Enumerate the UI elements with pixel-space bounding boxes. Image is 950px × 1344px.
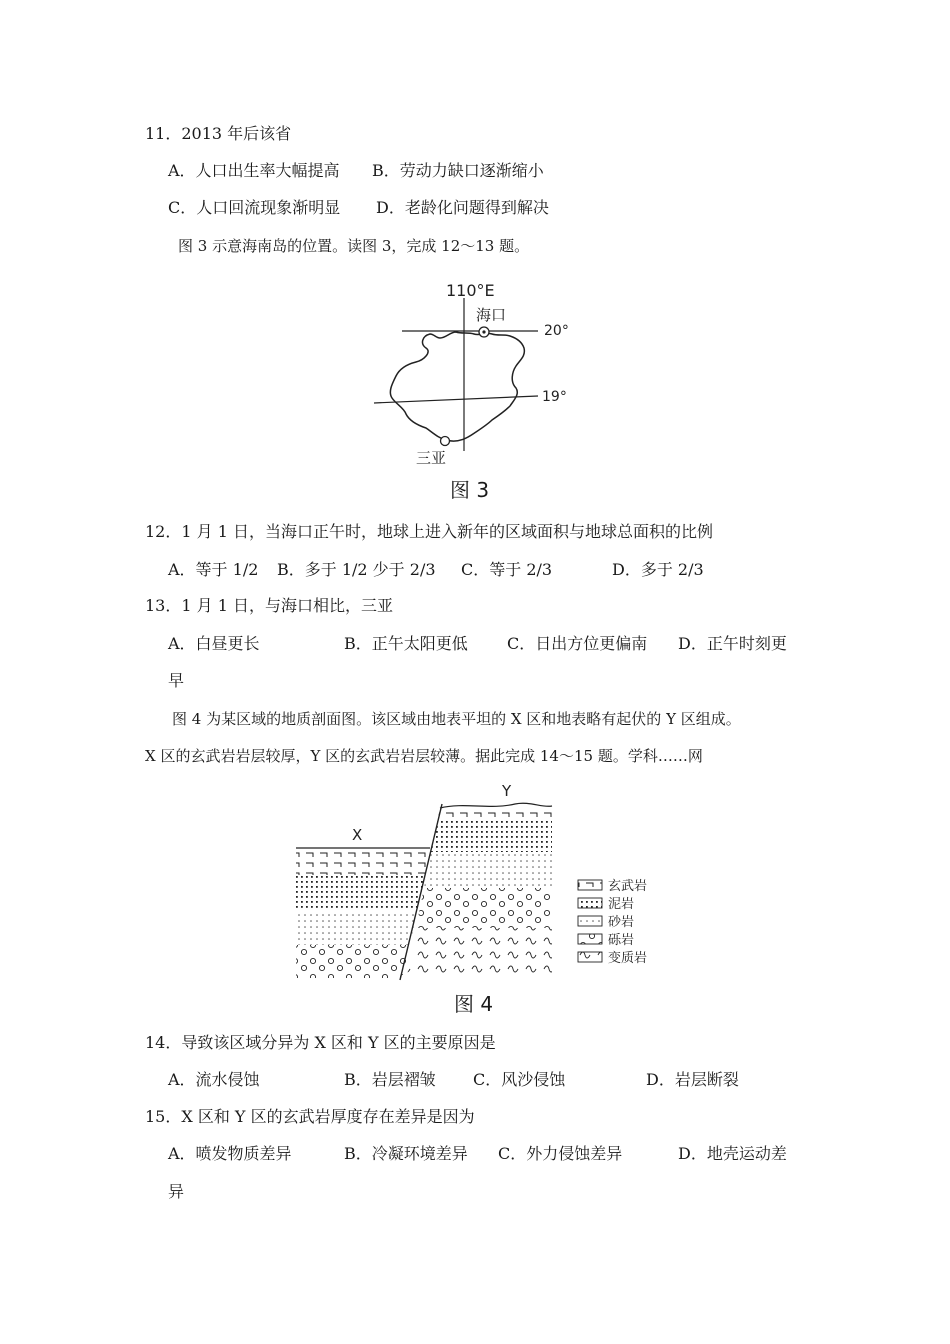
q12-option-a: A．等于 1/2 [168,560,259,579]
q14-option-d: D．岩层断裂 [646,1070,739,1089]
q12-stem: 12．1 月 1 日，当海口正午时，地球上进入新年的区域面积与地球总面积的比例 [145,522,713,541]
q13-option-d-continued: 早 [168,671,185,690]
legend [578,878,647,966]
legend-gravel-swatch [578,934,602,944]
q13-option-c: C．日出方位更偏南 [507,634,648,653]
fig3-intro: 图 3 示意海南岛的位置。读图 3，完成 12～13 题。 [178,237,530,255]
q15-option-a: A．喷发物质差异 [168,1144,292,1163]
sanya-label: 三亚 [416,449,447,467]
x-gravel-layer [296,945,410,978]
q11-option-d: D．老龄化问题得到解决 [376,198,549,217]
q15-option-b: B．冷凝环境差异 [344,1144,468,1163]
y-mud-layer [431,818,552,852]
x-sand-layer [296,910,418,945]
q11-option-c: C．人口回流现象渐明显 [168,198,341,217]
y-metamorphic-layer [407,928,552,976]
latitude-19-label: 19° [542,389,567,405]
legend-sand-label: 砂岩 [608,915,635,930]
legend-metamorphic-swatch [578,952,602,962]
x-mud-layer [296,875,425,910]
q14-stem: 14．导致该区域分异为 X 区和 Y 区的主要原因是 [145,1033,496,1052]
x-zone-label: X [352,826,363,844]
latitude-20-label: 20° [544,323,569,339]
q13-stem: 13．1 月 1 日，与海口相比，三亚 [145,596,393,615]
q14-option-c: C．风沙侵蚀 [473,1070,566,1089]
q12-option-d: D．多于 2/3 [612,560,704,579]
legend-sand-swatch [578,916,602,926]
fig4-intro-line1: 图 4 为某区域的地质剖面图。该区域由地表平坦的 X 区和地表略有起伏的 Y 区组成。 [172,710,741,728]
y-basalt-layer [438,808,552,818]
sanya-marker [441,437,450,446]
legend-basalt-swatch [578,880,602,890]
q15-option-c: C．外力侵蚀差异 [498,1144,623,1163]
y-gravel-layer [416,888,552,928]
legend-mud-label: 泥岩 [608,897,635,912]
longitude-label: 110°E [446,281,495,300]
q11-option-a: A．人口出生率大幅提高 [168,161,340,180]
legend-metamorphic-label: 变质岩 [608,951,648,966]
q13-option-d: D．正午时刻更 [678,634,787,653]
y-surface [440,803,552,808]
geologic-section-figure [290,780,670,985]
hainan-map-figure [370,276,600,468]
legend-mud-swatch [578,898,602,908]
legend-basalt-label: 玄武岩 [608,879,648,894]
y-sand-layer [424,852,552,888]
q12-option-b: B．多于 1/2 少于 2/3 [277,560,436,579]
y-zone-label: Y [502,782,512,800]
fig4-caption: 图 4 [454,992,494,1016]
q15-stem: 15．X 区和 Y 区的玄武岩厚度存在差异是因为 [145,1107,475,1126]
q13-option-b: B．正午太阳更低 [344,634,468,653]
q12-option-c: C．等于 2/3 [461,560,553,579]
q14-option-a: A．流水侵蚀 [168,1070,260,1089]
legend-gravel-label: 砾岩 [608,933,635,948]
q11-stem: 11．2013 年后该省 [145,124,292,143]
q15-option-d-continued: 异 [168,1182,185,1201]
haikou-label: 海口 [476,306,507,324]
fig4-intro-line2: X 区的玄武岩岩层较厚，Y 区的玄武岩岩层较薄。据此完成 14～15 题。学科……网 [145,747,703,765]
x-basalt-layer [296,848,432,875]
island-outline [390,332,524,441]
q15-option-d: D．地壳运动差 [678,1144,787,1163]
q11-option-b: B．劳动力缺口逐渐缩小 [372,161,544,180]
fig3-caption: 图 3 [450,478,490,502]
q13-option-a: A．白昼更长 [168,634,260,653]
q14-option-b: B．岩层褶皱 [344,1070,436,1089]
